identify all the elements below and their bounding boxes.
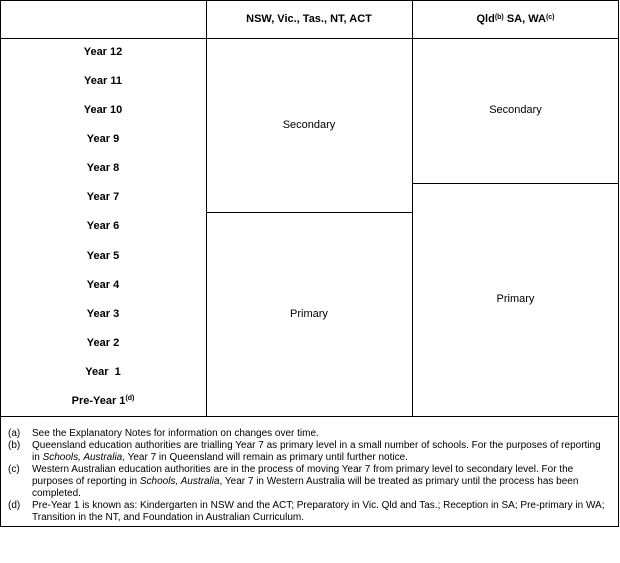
col-divider-2 bbox=[412, 0, 413, 417]
col2-level-divider bbox=[206, 212, 413, 213]
col2-primary-label: Primary bbox=[290, 308, 328, 320]
footnote-text-part: Queensland education authorities are trialling Year 7 as primary level in a small number of schools. For the purposes of reporting in bbox=[32, 440, 601, 463]
year-label: Year 4 bbox=[86, 279, 120, 291]
col3-secondary-label: Secondary bbox=[489, 104, 542, 116]
preyear-text: Pre-Year 1 bbox=[71, 395, 126, 407]
footnote-key: (b) bbox=[8, 440, 21, 451]
year-label: Year 10 bbox=[83, 104, 123, 116]
header-col2-label: NSW, Vic., Tas., NT, ACT bbox=[246, 13, 372, 25]
year-label: Year 1 bbox=[85, 366, 121, 378]
col3-primary-label: Primary bbox=[496, 293, 535, 305]
col-divider-1 bbox=[206, 0, 207, 417]
year-label: Year 3 bbox=[86, 308, 120, 320]
col3-level-divider bbox=[412, 183, 619, 184]
header-col3 bbox=[412, 0, 619, 38]
footnote-text-part: , Year 7 in Western Australia will be treated as primary until the process has been completed. bbox=[32, 476, 579, 499]
footnote-text: Pre-Year 1 is known as: Kindergarten in NSW and the ACT; Preparatory in Vic. Qld and Tas.; Reception in SA; Pre-primary in WA; Transition in the NT, and Foundation in Australian Curriculum. bbox=[32, 500, 605, 523]
year-label: Year 6 bbox=[86, 220, 120, 232]
year-label: Year 9 bbox=[86, 133, 120, 145]
year-label-preyear bbox=[0, 394, 206, 408]
footnote-ref-c: (c) bbox=[545, 13, 555, 21]
footnote-key: (d) bbox=[8, 500, 21, 511]
header-col3-qld: Qld bbox=[476, 13, 495, 25]
year-label: Year 5 bbox=[86, 250, 120, 262]
footnote-ref-d: (d) bbox=[125, 395, 135, 402]
year-label: Year 7 bbox=[86, 191, 120, 203]
footnote-text-part: Western Australian education authorities are in the process of moving Year 7 from primary level to secondary level. For the purposes of reporting in bbox=[32, 464, 574, 487]
footnote-text bbox=[32, 440, 608, 464]
header-col2 bbox=[206, 0, 412, 38]
year-label: Year 2 bbox=[86, 337, 120, 349]
footnote-key: (c) bbox=[8, 464, 20, 475]
col2-secondary-label: Secondary bbox=[282, 119, 336, 131]
footnote-text: See the Explanatory Notes for information on changes over time. bbox=[32, 428, 319, 439]
footnote-d bbox=[8, 500, 608, 524]
header-rule bbox=[0, 38, 619, 39]
footnote-text bbox=[32, 464, 608, 500]
footnote-key: (a) bbox=[8, 428, 21, 439]
footnote-text-part: , Year 7 in Queensland will remain as primary until further notice. bbox=[122, 452, 408, 463]
publication-title: Schools, Australia bbox=[42, 452, 123, 463]
notes-rule bbox=[0, 416, 619, 417]
publication-title: Schools, Australia bbox=[139, 476, 220, 487]
footnote-c bbox=[8, 464, 608, 500]
footnote-ref-b: (b) bbox=[494, 13, 504, 21]
footnote-b bbox=[8, 440, 608, 464]
header-col3-rest: SA, WA bbox=[503, 13, 546, 25]
year-label: Year 11 bbox=[84, 75, 122, 87]
year-label: Year 8 bbox=[86, 162, 120, 174]
footnote-a bbox=[8, 428, 608, 440]
footnotes bbox=[8, 428, 608, 524]
year-label: Year 12 bbox=[83, 46, 123, 58]
